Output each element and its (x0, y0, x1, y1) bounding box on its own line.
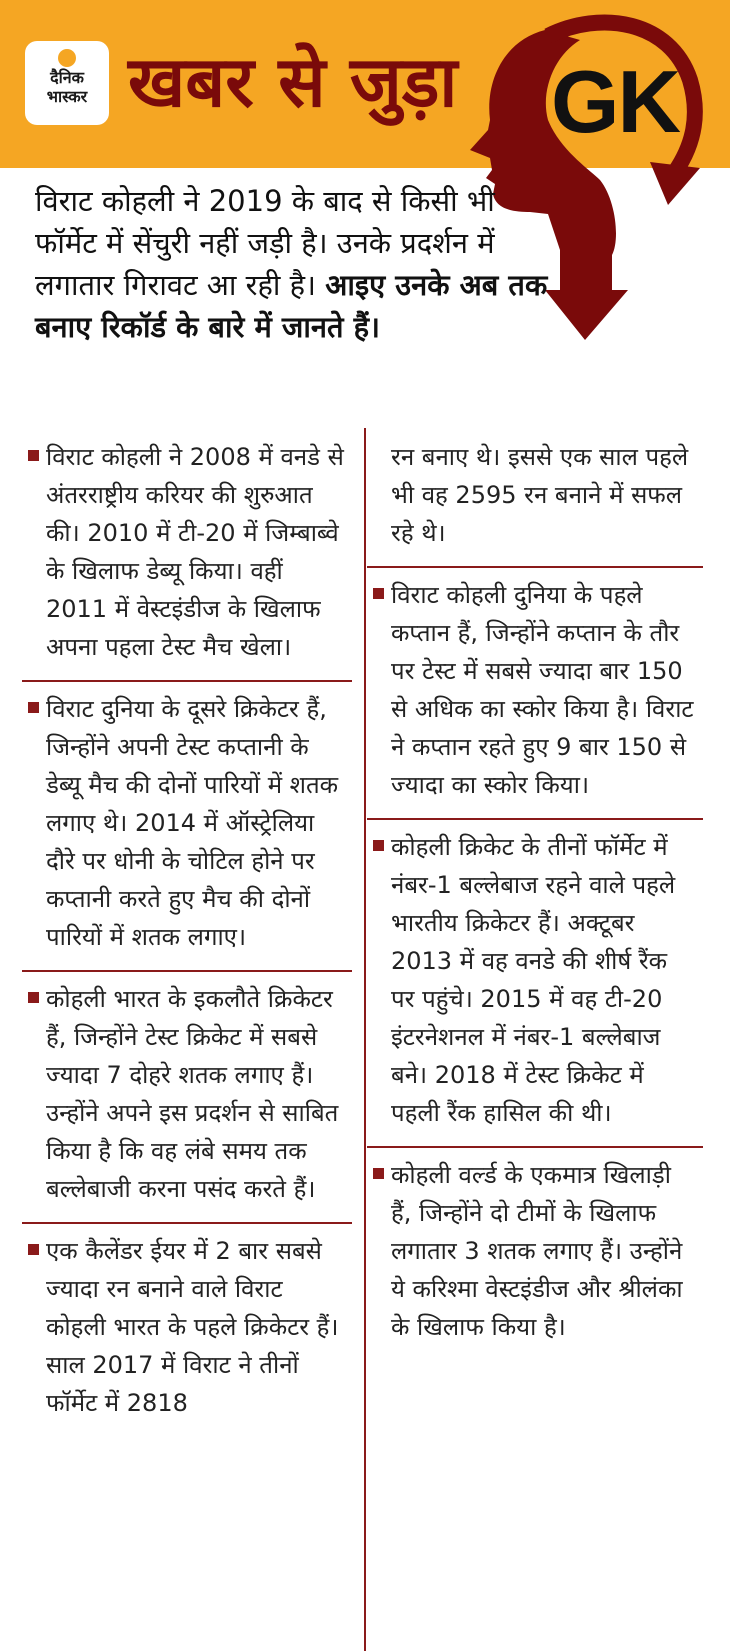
fact-continuation (367, 430, 703, 568)
bullet-square-icon (373, 588, 384, 599)
bullet-square-icon (28, 702, 39, 713)
intro-paragraph (35, 180, 555, 348)
bullet-square-icon (28, 1244, 39, 1255)
intro-text: विराट कोहली ने 2019 के बाद से किसी भी फॉर्मेट में सेंचुरी नहीं जड़ी है। उनके प्रदर्शन में लगातार गिरावट आ रही है। (35, 184, 495, 302)
fact-text: कोहली वर्ल्ड के एकमात्र खिलाड़ी हैं, जिन्होंने दो टीमों के खिलाफ लगातार 3 शतक लगाए हैं। उन्होंने ये करिश्मा वेस्टइंडीज और श्रीलंका के खिलाफ किया है। (391, 1161, 683, 1341)
arrow-head-icon (650, 162, 700, 205)
bullet-square-icon (373, 840, 384, 851)
fact-text: विराट कोहली दुनिया के पहले कप्तान हैं, जिन्होंने कप्तान के तौर पर टेस्ट में सबसे ज्यादा बार 150 से अधिक का स्कोर किया है। विराट ने कप्तान रहते हुए 9 बार 150 से ज्यादा का स्कोर किया। (391, 581, 694, 799)
fact-text: रन बनाए थे। इससे एक साल पहले भी वह 2595 रन बनाने में सफल रहे थे। (391, 443, 689, 547)
fact-text: विराट कोहली ने 2008 में वनडे से अंतरराष्ट्रीय करियर की शुरुआत की। 2010 में टी-20 में जिम्बाब्वे के खिलाफ डेब्यू किया। वहीं 2011 में वेस्टइंडीज के खिलाफ अपना पहला टेस्ट मैच खेला। (46, 443, 344, 661)
fact-item (22, 682, 352, 972)
fact-text: एक कैलेंडर ईयर में 2 बार सबसे ज्यादा रन बनाने वाले विराट कोहली भारत के पहले क्रिकेटर हैं। साल 2017 में विराट ने तीनों फॉर्मेट में 2818 (46, 1237, 339, 1417)
logo-text-line1: दैनिक (50, 68, 84, 87)
fact-item (367, 568, 703, 820)
page-title: खबर से जुड़ा (128, 41, 458, 123)
bullet-square-icon (28, 450, 39, 461)
fact-text: विराट दुनिया के दूसरे क्रिकेटर हैं, जिन्होंने अपनी टेस्ट कप्तानी के डेब्यू मैच की दोनों पारियों में शतक लगाए थे। 2014 में ऑस्ट्रेलिया दौरे पर धोनी के चोटिल होने पर कप्तानी करते हुए मैच की दोनों पारियों में शतक लगाए। (46, 695, 339, 951)
fact-text: कोहली भारत के इकलौते क्रिकेटर हैं, जिन्होंने टेस्ट क्रिकेट में सबसे ज्यादा 7 दोहरे शतक लगाए हैं। उन्होंने अपने इस प्रदर्शन से साबित किया है कि वह लंबे समय तक बल्लेबाजी करना पसंद करते हैं। (46, 985, 339, 1203)
fact-item (22, 972, 352, 1224)
intro-bold-text: आइए उनके अब तक बनाए रिकॉर्ड के बारे में जानते हैं। (35, 268, 548, 344)
fact-item (367, 1148, 703, 1360)
fact-text: कोहली क्रिकेट के तीनों फॉर्मेट में नंबर-1 बल्लेबाज रहने वाले पहले भारतीय क्रिकेटर हैं। अक्टूबर 2013 में वह वनडे की शीर्ष रैंक पर पहुंचे। 2015 में वह टी-20 इंटरनेशनल में नंबर-1 बल्लेबाज बने। 2018 में टेस्ट क्रिकेट में पहली रैंक हासिल की थी। (391, 833, 676, 1127)
logo-text-line2: भास्कर (46, 87, 88, 106)
fact-item (367, 820, 703, 1148)
bullet-square-icon (28, 992, 39, 1003)
facts-left-column (22, 430, 352, 1436)
fact-item (22, 1224, 352, 1436)
gk-badge: GK (551, 52, 679, 151)
fact-item (22, 430, 352, 682)
bullet-square-icon (373, 1168, 384, 1179)
facts-right-column (367, 430, 703, 1360)
column-divider (364, 428, 366, 1651)
